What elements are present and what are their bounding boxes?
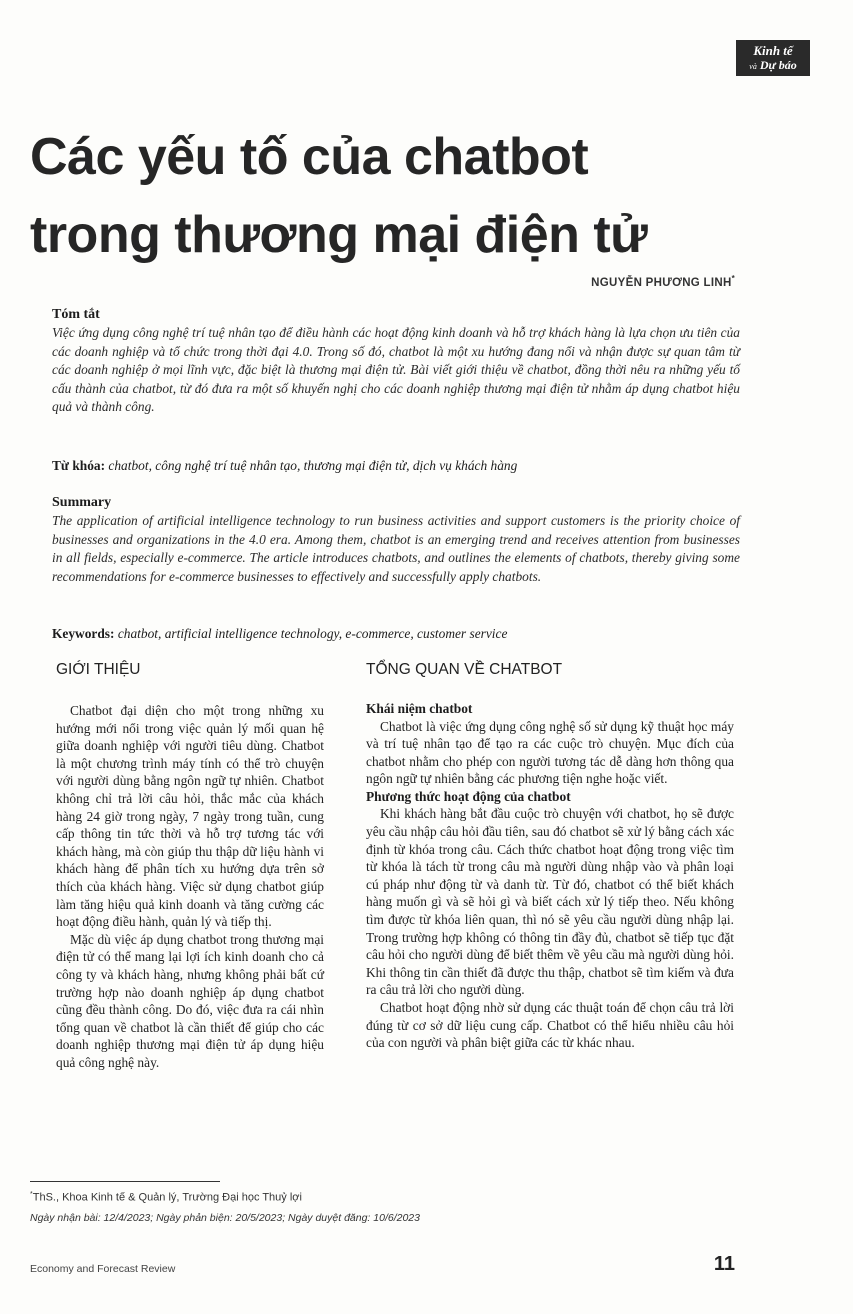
- author-footnote-mark: *: [731, 274, 735, 283]
- mechanism-subheading: Phương thức hoạt động của chatbot: [366, 788, 571, 804]
- footnote-affiliation: [30, 1191, 302, 1204]
- concept-paragraph: Chatbot là việc ứng dụng công nghệ số sử dụng kỹ thuật học máy và trí tuệ nhân tạo để tạo ra các cuộc trò chuyện. Mục đích của chatbot nhằm cho phép con người tương tác dễ dàng hơn thông qua ngôn ngữ tự nhiên bằng các phương tiện nghe hoặc viết.: [366, 718, 734, 787]
- footnote-divider: [30, 1181, 220, 1182]
- page-number: 11: [713, 1253, 735, 1275]
- keywords-vietnamese: [52, 457, 752, 475]
- keywords-en-label: Keywords:: [52, 626, 115, 641]
- title-line-1: Các yếu tố của chatbot: [30, 128, 589, 186]
- keywords-en-value: chatbot, artificial intelligence technology, e-commerce, customer service: [117, 626, 508, 641]
- mechanism-paragraph-1: Khi khách hàng bắt đầu cuộc trò chuyện với chatbot, họ sẽ được yêu cầu nhập câu hỏi đầu tiên, sau đó chatbot sẽ xử lý bằng cách xác định từ khóa trong câu. Cách thức chatbot hoạt động trong việc tìm từ khóa là tách từ trong câu mà người dùng nhập vào và phân loại cú pháp như động từ và danh từ. Từ đó, chatbot có thể biết khách hàng muốn gì và sẽ hỏi gì và biết cách xử lý tiếp theo. Nếu không tìm được từ khóa liên quan, thì nó sẽ yêu cầu người dùng nhập lại. Trong trường hợp không có thông tin đầy đủ, chatbot sẽ tiếp tục đặt câu hỏi cho người dùng để biết thêm về yêu cầu mà người dùng hỏi. Khi thông tin cần thiết đã được thu thập, chatbot sẽ tìm kiếm và đưa ra câu trả lời cho người dùng.: [366, 806, 734, 998]
- logo-line-2: [736, 58, 810, 74]
- abstract-en-heading: Summary: [52, 495, 112, 510]
- keywords-vi-value: chatbot, công nghệ trí tuệ nhân tạo, thương mại điện tử, dịch vụ khách hàng: [108, 458, 518, 473]
- author: [591, 274, 735, 289]
- column-left: [56, 660, 324, 1071]
- mechanism-paragraph-2: Chatbot hoạt động nhờ sử dụng các thuật toán để chọn câu trả lời đúng từ cơ sở dữ liệu cung cấp. Chatbot có thể hiểu nhiều câu hỏi của con người và phân biệt giữa các từ khác nhau.: [366, 999, 734, 1051]
- title-line-2: trong thương mại điện tử: [30, 206, 648, 264]
- journal-logo: [736, 40, 810, 76]
- footnote-dates: Ngày nhận bài: 12/4/2023; Ngày phản biện: 20/5/2023; Ngày duyệt đăng: 10/6/2023: [30, 1212, 420, 1224]
- intro-heading: GIỚI THIỆU: [56, 661, 141, 678]
- author-name: NGUYỄN PHƯƠNG LINH: [591, 276, 732, 289]
- abstract-vi-heading: Tóm tắt: [52, 307, 100, 322]
- article-title: [30, 118, 830, 274]
- intro-paragraph-2: Mặc dù việc áp dụng chatbot trong thương mại điện tử có thể mang lại lợi ích kinh doanh cho cả công ty và khách hàng, nhưng không phải bất cứ trường hợp nào doanh nghiệp áp dụng chatbot cũng đều thành công. Do đó, việc đưa ra cái nhìn tổng quan về chatbot là cần thiết để giúp cho các doanh nghiệp thương mại điện tử áp dụng hiệu quả công nghệ này.: [56, 931, 324, 1070]
- abstract-english: [52, 494, 740, 586]
- footnote-affiliation-text: ThS., Khoa Kinh tế & Quản lý, Trường Đại học Thuỷ lợi: [32, 1191, 302, 1204]
- footnote-mark: *: [30, 1191, 33, 1198]
- logo-line-1: Kinh tế: [753, 43, 793, 58]
- column-right: [366, 660, 734, 1052]
- keywords-english: [52, 625, 752, 643]
- keywords-vi-label: Từ khóa:: [52, 458, 106, 473]
- intro-paragraph-1: Chatbot đại diện cho một trong những xu hướng mới nổi trong việc quản lý mối quan hệ giữa doanh nghiệp với người tiêu dùng. Chatbot là một chương trình máy tính có thể trò chuyện với người dùng bằng ngôn ngữ tự nhiên. Chatbot không chỉ trả lời câu hỏi, thắc mắc của khách hàng 24 giờ trong ngày, 7 ngày trong tuần, cung cấp thông tin tức thời và hỗ trợ tương tác với khách hàng, mà còn giúp thu thập dữ liệu hành vi khách hàng để phân tích xu hướng dựa trên sở thích của khách hàng. Việc sử dụng chatbot giúp làm tăng hiệu quả kinh doanh và tăng cường các hoạt động điều hành, quản lý và tiếp thị.: [56, 703, 324, 930]
- journal-footer: Economy and Forecast Review: [30, 1263, 176, 1275]
- abstract-vietnamese: [52, 306, 740, 417]
- overview-heading: TỔNG QUAN VỀ CHATBOT: [366, 661, 563, 678]
- logo-conjunction: và: [749, 62, 757, 71]
- concept-subheading: Khái niệm chatbot: [366, 701, 473, 716]
- abstract-en-text: The application of artificial intelligence technology to run business activities and support customers is the priority choice of businesses and organizations in the 4.0 era. Among them, chatbot is an emerging trend and receives attention from businesses in all fields, especially e-commerce. The article introduces chatbots, and outlines the elements of chatbots, thereby giving some recommendations for e-commerce businesses to effectively and successfully apply chatbots.: [52, 513, 740, 584]
- logo-line-2-text: Dự báo: [759, 58, 797, 72]
- abstract-vi-text: Việc ứng dụng công nghệ trí tuệ nhân tạo để điều hành các hoạt động kinh doanh và hỗ trợ khách hàng là lựa chọn ưu tiên của các doanh nghiệp và tổ chức trong thời đại 4.0. Trong số đó, chatbot là một xu hướng đang nổi và nhận được sự quan tâm từ các doanh nghiệp ở mọi lĩnh vực, đặc biệt là thương mại điện tử. Bài viết giới thiệu về chatbot, đồng thời nêu ra những yếu tố cấu thành của chatbot, từ đó đưa ra một số khuyến nghị cho các doanh nghiệp thương mại điện tử nhằm áp dụng chatbot hiệu quả và thành công.: [52, 325, 740, 415]
